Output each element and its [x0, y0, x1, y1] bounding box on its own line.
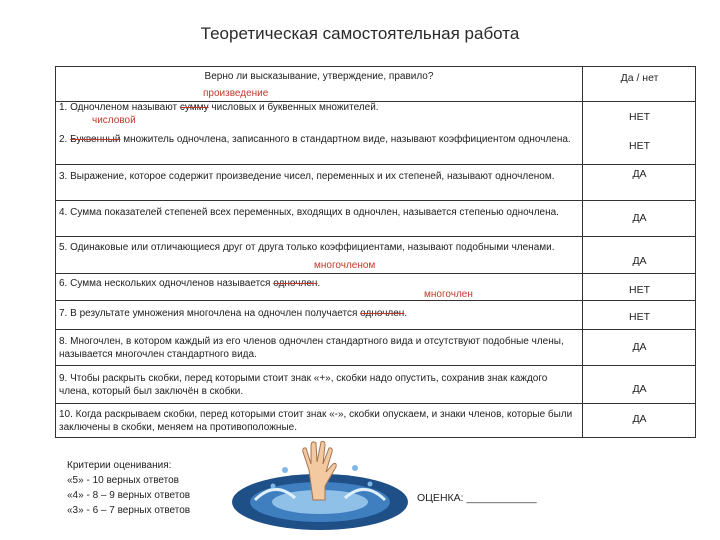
row-2-question: 2. Буквенный множитель одночлена, записанного в стандартном виде, называют коэффициентом одночлена. — [59, 134, 571, 145]
drowning-hand-icon — [225, 440, 415, 532]
row-10-question: 10. Когда раскрываем скобки, перед которыми стоит знак «-», скобки опускаем, и знаки членов, которые были заключены в скобки, меняем на противоположные. — [59, 409, 573, 433]
criteria-line: «3» - 6 – 7 верных ответов — [67, 505, 191, 516]
row-7-question: 7. В результате умножения многочлена на одночлен получается одночлен. — [59, 308, 408, 319]
row-5-answer: ДА — [632, 255, 647, 267]
row-5-question: 5. Одинаковые или отличающиеся друг от друга только коэффициентами, называют подобными членами. — [59, 242, 555, 253]
row-3-question: 3. Выражение, которое содержит произведение чисел, переменных и их степеней, называют одночленом. — [59, 171, 555, 182]
row-7-answer: НЕТ — [629, 311, 650, 323]
correction-1: произведение — [203, 88, 269, 99]
row-8-question: 8. Многочлен, в котором каждый из его членов одночлен стандартного вида и отсутствуют подобные члены, называется многочлен стандартного вида. — [59, 336, 564, 360]
criteria-heading: Критерии оценивания: — [67, 460, 172, 471]
quiz-table — [55, 66, 696, 438]
row-8-answer: ДА — [632, 341, 647, 353]
droplet-icon — [368, 482, 373, 487]
correction-5: многочленом — [314, 260, 376, 271]
row-divider — [56, 365, 695, 366]
row-6-answer: НЕТ — [629, 284, 650, 296]
row-divider — [56, 164, 695, 165]
criteria-line: «5» - 10 верных ответов — [67, 475, 179, 486]
header-question: Верно ли высказывание, утверждение, правило? — [204, 71, 434, 82]
row-10-answer: ДА — [632, 413, 647, 425]
row-3-answer: ДА — [632, 168, 647, 180]
row-divider — [56, 273, 695, 274]
row-1-answer: НЕТ — [629, 111, 650, 123]
correction-2: числовой — [92, 115, 136, 126]
header-answer: Да / нет — [620, 72, 659, 84]
page-title: Теоретическая самостоятельная работа — [200, 24, 520, 43]
row-2-answer: НЕТ — [629, 140, 650, 152]
row-4-question: 4. Сумма показателей степеней всех переменных, входящих в одночлен, называется степенью одночлена. — [59, 207, 559, 218]
droplet-icon — [352, 465, 358, 471]
row-divider — [56, 329, 695, 330]
row-divider — [56, 300, 695, 301]
row-9-question: 9. Чтобы раскрыть скобки, перед которыми стоит знак «+», скобки надо опустить, сохранив знак каждого члена, который был заключён в скобки. — [59, 373, 548, 397]
row-1-question: 1. Одночленом называют сумму числовых и буквенных множителей. — [59, 102, 379, 113]
droplet-icon — [271, 484, 276, 489]
criteria-line: «4» - 8 – 9 верных ответов — [67, 490, 191, 501]
row-divider — [56, 200, 695, 201]
row-divider — [56, 403, 695, 404]
correction-6: многочлен — [424, 289, 473, 300]
droplet-icon — [282, 467, 288, 473]
row-9-answer: ДА — [632, 383, 647, 395]
row-6-question: 6. Сумма нескольких одночленов называется одночлен. — [59, 278, 321, 289]
grade-field: ОЦЕНКА: ____________ — [417, 492, 537, 504]
grading-criteria — [67, 458, 190, 518]
row-divider — [56, 236, 695, 237]
row-4-answer: ДА — [632, 212, 647, 224]
